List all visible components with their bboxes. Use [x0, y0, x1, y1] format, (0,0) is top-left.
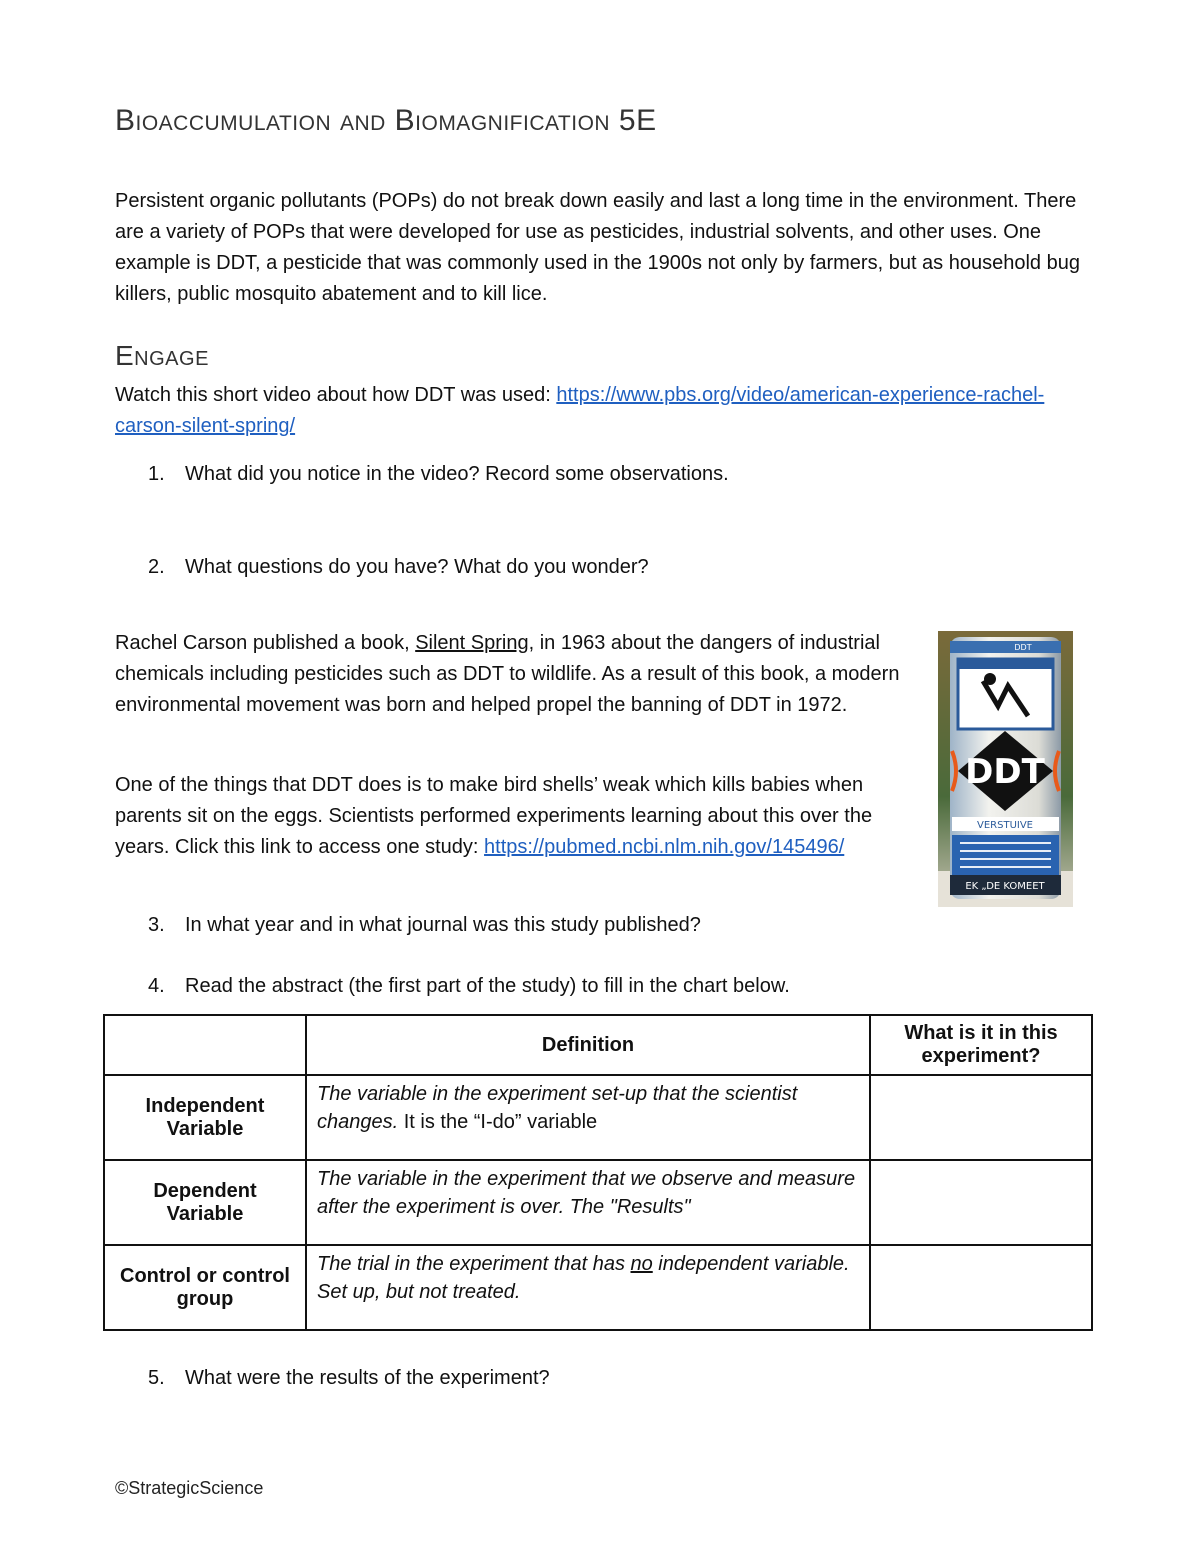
page-title: Bioaccumulation and Biomagnification 5E [115, 104, 657, 137]
video-link[interactable]: https://www.pbs.org/video/american-experience-rachel-carson-silent-spring/ [115, 384, 1045, 437]
copyright-footer: ©StrategicScience [115, 1478, 264, 1498]
question-text: What were the results of the experiment? [185, 1367, 550, 1389]
row-label: Control or control group [104, 1245, 306, 1330]
question-1 [148, 460, 729, 488]
question-text: What questions do you have? What do you wonder? [185, 556, 649, 578]
question-text: In what year and in what journal was this study published? [185, 914, 701, 936]
definition-pre: The trial in the experiment that has [317, 1253, 631, 1275]
image-ddt-label: DDT [965, 752, 1045, 792]
question-number: 1. [148, 463, 165, 485]
carson-paragraph [115, 628, 925, 721]
table-header-empty [104, 1015, 306, 1075]
row-label: Independent Variable [104, 1075, 306, 1160]
table-row [104, 1160, 1092, 1245]
row-definition [306, 1075, 870, 1160]
intro-paragraph: Persistent organic pollutants (POPs) do not break down easily and last a long time in the environment. There are a variety of POPs that were developed for use as pesticides, industrial solvents, and other uses. One example is DDT, a pesticide that was commonly used in the 1900s not only by farmers, but as household bug killers, public mosquito abatement and to kill lice. [115, 190, 1080, 305]
table-header-row [104, 1015, 1092, 1075]
question-number: 2. [148, 556, 165, 578]
answer-cell[interactable] [870, 1075, 1092, 1160]
engage-paragraph [115, 380, 1095, 442]
carson-text-post: , in 1963 about the dangers of industrial chemicals including pesticides such as DDT to wildlife. As a result of this book, a modern environmental movement was born and helped propel the banning of DDT in 1972. [115, 632, 900, 716]
row-definition [306, 1160, 870, 1245]
definition-plain: It is the “I-do” variable [398, 1111, 598, 1133]
carson-text-pre: Rachel Carson published a book, [115, 632, 416, 654]
definition-underlined: no [630, 1253, 653, 1275]
answer-cell[interactable] [870, 1245, 1092, 1330]
table-header-definition: Definition [306, 1015, 870, 1075]
table-row [104, 1075, 1092, 1160]
image-sub-label: VERSTUIVE [977, 820, 1033, 831]
question-5 [148, 1364, 550, 1392]
definition-italic: The variable in the experiment that we observe and measure after the experiment is over. The "Results" [317, 1168, 856, 1218]
ddt-paragraph [115, 770, 925, 863]
book-title: Silent Spring [415, 632, 529, 654]
question-text: What did you notice in the video? Record some observations. [185, 463, 729, 485]
image-bottom-label: EK „DE KOMEET [965, 881, 1045, 892]
definition-post: independent variable. Set up, but not treated. [317, 1253, 850, 1303]
watch-text: Watch this short video about how DDT was used: [115, 384, 557, 406]
engage-heading: Engage [115, 340, 209, 371]
question-4 [148, 972, 790, 1000]
question-number: 5. [148, 1367, 165, 1389]
row-definition [306, 1245, 870, 1330]
question-2 [148, 553, 649, 581]
row-label: Dependent Variable [104, 1160, 306, 1245]
table-header-experiment: What is it in this experiment? [870, 1015, 1092, 1075]
question-number: 4. [148, 975, 165, 997]
ddt-canister-image [938, 631, 1073, 907]
answer-cell[interactable] [870, 1160, 1092, 1245]
question-3 [148, 911, 701, 939]
ddt-text: One of the things that DDT does is to make bird shells’ weak which kills babies when parents sit on the eggs. Scientists performed experiments learning about this over the years. Click this link to access one study: [115, 774, 873, 858]
table-row [104, 1245, 1092, 1330]
question-text: Read the abstract (the first part of the study) to fill in the chart below. [185, 975, 790, 997]
definition-italic: The variable in the experiment set-up that the scientist changes. [317, 1083, 798, 1133]
image-top-label: DDT [1014, 643, 1032, 652]
question-number: 3. [148, 914, 165, 936]
study-link[interactable]: https://pubmed.ncbi.nlm.nih.gov/145496/ [484, 836, 845, 858]
variables-chart [103, 1014, 1093, 1331]
